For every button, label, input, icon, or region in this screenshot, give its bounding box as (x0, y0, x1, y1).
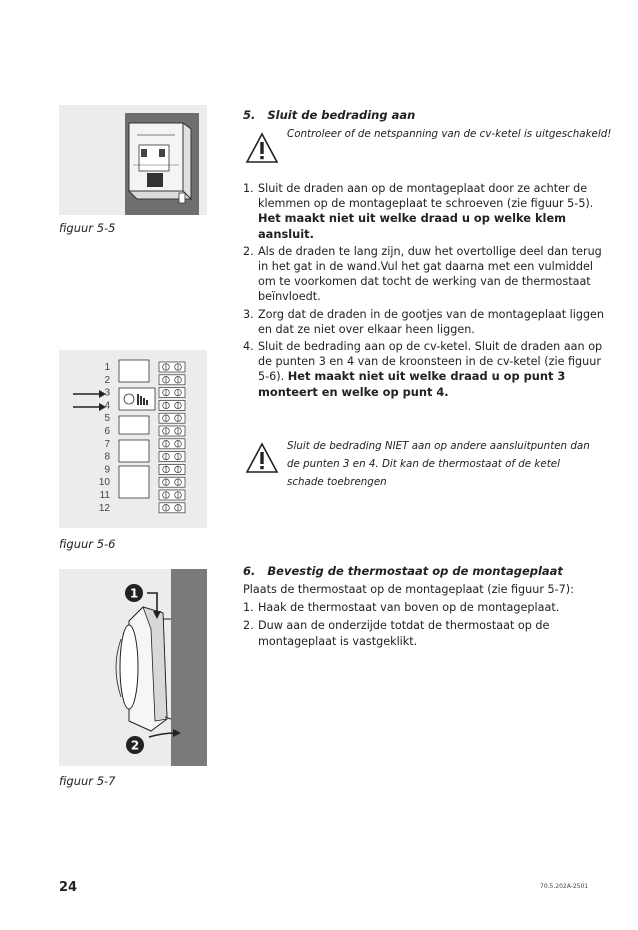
section-6-intro: Plaats de thermostaat op de montageplaat (zie figuur 5-7): (243, 583, 574, 596)
terminal-block-8 (159, 452, 185, 462)
emphasis-text: Het maakt niet uit welke draad u op punt 3 monteert en welke op punt 4. (258, 369, 566, 399)
terminal-block-10 (159, 477, 185, 487)
terminal-number-6: 6 (104, 426, 110, 437)
figure-5-6 (59, 350, 207, 528)
terminal-block-3 (159, 388, 185, 398)
page-number: 24 (59, 880, 78, 895)
list-item: 1. Sluit de draden aan op de montageplaat door ze achter de klemmen op de montageplaat te schroeven (zie figuur 5-5). Het maakt niet uit welke draad u op welke klem aansluit. (243, 182, 594, 241)
dial-icon (124, 394, 134, 404)
emphasis-text: Het maakt niet uit welke draad u op welke klem aansluit. (258, 211, 567, 241)
terminal-number-8: 8 (104, 451, 110, 463)
terminal-number-7: 7 (104, 438, 110, 450)
section-5-list (243, 181, 613, 400)
step-1-number: 1 (129, 586, 139, 601)
section-5-title: Sluit de bedrading aan (267, 108, 416, 122)
section-5-heading (243, 108, 415, 122)
terminal-block-5 (159, 413, 185, 423)
step-2-number: 2 (130, 738, 140, 753)
figure-5-6-caption: figuur 5-6 (59, 537, 116, 551)
terminal-block-2 (159, 375, 185, 385)
terminal-block-9 (159, 464, 185, 474)
list-item: 4. Sluit de bedrading aan op de cv-ketel. Sluit de draden aan op de punten 3 en 4 van de kroonsteen in de cv-ketel (zie figuur 5-6). Het maakt niet uit welke draad u op punt 3 monteert en welke op punt 4. (243, 340, 603, 399)
terminal-block-12 (159, 503, 185, 513)
section-6-number: 6. (243, 564, 256, 578)
terminal-block-1 (159, 362, 185, 372)
list-item: 2. Duw aan de onderzijde totdat de thermostaat op de montageplaat is vastgeklikt. (243, 619, 550, 648)
list-item: 1. Haak de thermostaat van boven op de montageplaat. (243, 601, 560, 615)
terminal-number-1: 1 (104, 362, 110, 373)
terminal-number-11: 11 (99, 490, 110, 501)
terminal-block-11 (159, 490, 185, 500)
step-2-badge (126, 736, 144, 754)
warning-icon (245, 442, 279, 474)
document-code: 70.5.202A-2501 (540, 883, 589, 890)
terminal-number-10: 10 (98, 477, 110, 489)
figure-5-5 (59, 105, 207, 215)
warning-icon (245, 132, 279, 164)
terminal-block-4 (159, 400, 185, 410)
terminal-strip-diagram (59, 350, 207, 528)
mounting-plate-illustration (59, 105, 207, 215)
thermostat-mounting-illustration (59, 569, 207, 766)
section-6-body (243, 582, 613, 649)
terminal-number-2: 2 (104, 374, 110, 386)
list-item: 2. Als de draden te lang zijn, duw het overtollige deel dan terug in het gat in de wand.Vul het gat daarna met een vulmiddel om te voorkomen dat tocht de werking van de thermostaat beïnvloedt. (243, 244, 602, 304)
terminal-number-3: 3 (104, 387, 110, 399)
figure-5-7 (59, 569, 207, 766)
figure-5-5-caption: figuur 5-5 (59, 221, 116, 235)
step-1-badge (125, 584, 143, 602)
terminal-number-9: 9 (104, 464, 110, 476)
list-item: 3. Zorg dat de draden in de gootjes van de montageplaat liggen en dat ze niet over elkaar heen liggen. (243, 307, 605, 336)
warning-wrong-terminals: Sluit de bedrading NIET aan op andere aansluitpunten dan de punten 3 en 4. Dit kan de thermostaat of de ketel schade toebrengen (287, 440, 590, 488)
terminal-number-12: 12 (98, 502, 110, 514)
section-5-number: 5. (243, 108, 256, 122)
warning-disconnect-power: Controleer of de netspanning van de cv-ketel is uitgeschakeld! (287, 128, 612, 140)
section-6-title: Bevestig de thermostaat op de montageplaat (267, 564, 563, 578)
figure-5-7-caption: figuur 5-7 (59, 774, 116, 788)
terminal-block-7 (159, 439, 185, 449)
terminal-number-5: 5 (104, 413, 110, 425)
section-6-heading (243, 564, 563, 578)
terminal-block-6 (159, 426, 185, 436)
terminal-number-4: 4 (104, 400, 110, 412)
